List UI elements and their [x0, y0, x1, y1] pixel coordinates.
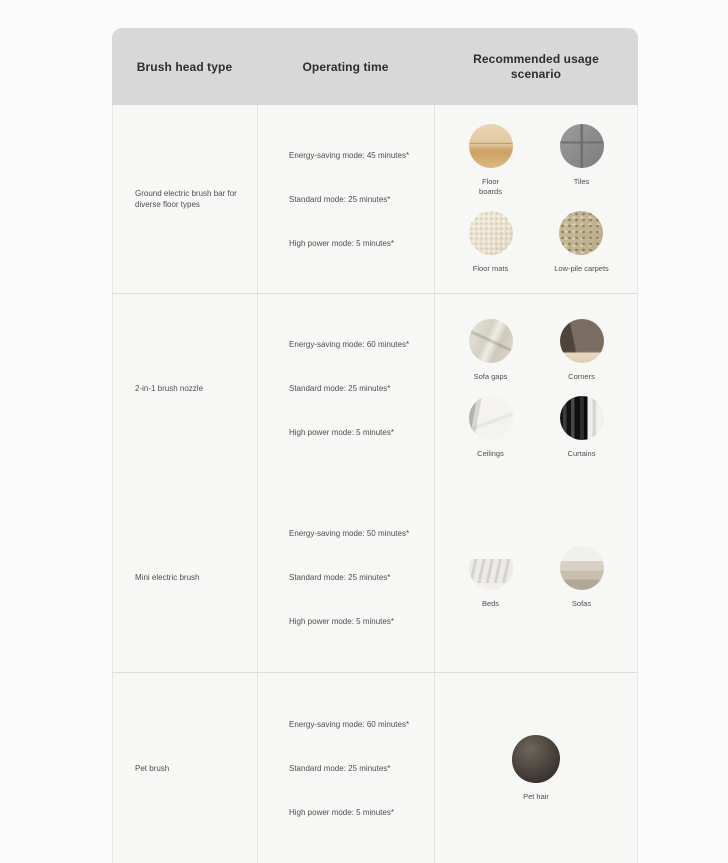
- scenario-item-beds: [469, 546, 513, 609]
- scenario-item-tiles: [560, 124, 604, 197]
- header-label-recommended-usage: Recommended usage scenario: [473, 51, 599, 81]
- table-body: [112, 105, 638, 863]
- operating-time-high-power: High power mode: 5 minutes*: [289, 428, 394, 437]
- brush-head-comparison-table: [112, 28, 638, 863]
- scenario-item-low-pile-carpets: [554, 211, 609, 274]
- brush-head-name: Ground electric brush bar for diverse floor types: [135, 189, 237, 209]
- corners-image: [560, 319, 604, 363]
- operating-time-standard: Standard mode: 25 minutes*: [289, 573, 391, 582]
- floor-boards-image: [469, 124, 513, 168]
- scenario-item-sofas: [560, 546, 604, 609]
- header-label-brush-head-type: Brush head type: [136, 59, 233, 74]
- operating-time-standard: Standard mode: 25 minutes*: [289, 763, 391, 773]
- operating-time-energy-saving: Energy-saving mode: 50 minutes*: [289, 529, 410, 538]
- low-pile-carpets-image: [559, 211, 603, 255]
- scenario-label: Corners: [568, 371, 595, 381]
- table-row-2in1-brush-nozzle: [113, 294, 637, 483]
- usage-scenario-cell: [434, 294, 637, 483]
- header-cell-operating-time: [257, 28, 434, 105]
- scenario-item-sofa-gaps: [469, 319, 513, 382]
- curtains-image: [560, 396, 604, 440]
- scenario-label: Curtains: [567, 448, 596, 458]
- scenario-label: Low-pile carpets: [554, 264, 609, 273]
- scenario-item-ceilings: [469, 396, 513, 459]
- operating-time-high-power: High power mode: 5 minutes*: [289, 617, 394, 626]
- scenario-label: Tiles: [573, 177, 590, 186]
- brush-head-name: Pet brush: [135, 763, 170, 773]
- brush-head-name: Mini electric brush: [135, 573, 200, 582]
- pet-hair-image: [512, 735, 560, 783]
- table-row-mini-electric-brush: [113, 483, 637, 673]
- scenario-label: Floor mats: [472, 264, 509, 273]
- scenario-label: Pet hair: [523, 791, 549, 801]
- usage-scenario-cell: [434, 483, 637, 672]
- ceilings-image: [469, 396, 513, 440]
- table-header: [112, 28, 638, 105]
- table-row-pet-brush: [113, 673, 637, 863]
- scenario-grid: [445, 319, 627, 459]
- scenario-item-pet-hair: [512, 735, 560, 802]
- scenario-label: Sofas: [571, 599, 592, 608]
- scenario-item-floor-mats: [469, 211, 513, 274]
- scenario-label: Floor boards: [479, 177, 502, 196]
- header-label-operating-time: Operating time: [302, 59, 389, 74]
- operating-time-energy-saving: Energy-saving mode: 60 minutes*: [289, 719, 410, 729]
- scenario-label: Beds: [481, 599, 500, 608]
- operating-time-cell: [257, 294, 434, 483]
- beds-image: [469, 546, 513, 590]
- header-cell-recommended-usage: [434, 28, 638, 105]
- brush-head-cell: [113, 105, 257, 293]
- tiles-image: [560, 124, 604, 168]
- scenario-grid: [445, 124, 627, 274]
- operating-time-energy-saving: Energy-saving mode: 45 minutes*: [289, 150, 410, 160]
- operating-time-cell: [257, 105, 434, 293]
- operating-time-standard: Standard mode: 25 minutes*: [289, 194, 391, 204]
- brush-head-cell: [113, 483, 257, 672]
- operating-time-standard: Standard mode: 25 minutes*: [289, 384, 391, 393]
- floor-mats-image: [469, 211, 513, 255]
- scenario-item-curtains: [560, 396, 604, 459]
- scenario-grid: [445, 546, 627, 609]
- sofas-image: [560, 546, 604, 590]
- usage-scenario-cell: [434, 673, 637, 863]
- scenario-grid: [491, 735, 582, 802]
- operating-time-cell: [257, 673, 434, 863]
- brush-head-cell: [113, 673, 257, 863]
- sofa-gaps-image: [469, 319, 513, 363]
- operating-time-high-power: High power mode: 5 minutes*: [289, 238, 394, 248]
- operating-time-cell: [257, 483, 434, 672]
- header-cell-brush-head-type: [112, 28, 257, 105]
- scenario-item-corners: [560, 319, 604, 382]
- scenario-label: Sofa gaps: [473, 371, 508, 381]
- scenario-label: Ceilings: [477, 448, 504, 458]
- operating-time-energy-saving: Energy-saving mode: 60 minutes*: [289, 340, 410, 349]
- table-row-ground-electric-brush: [113, 105, 637, 294]
- usage-scenario-cell: [434, 105, 637, 293]
- scenario-item-floor-boards: [469, 124, 513, 197]
- operating-time-high-power: High power mode: 5 minutes*: [289, 807, 394, 817]
- brush-head-name: 2-in-1 brush nozzle: [135, 384, 204, 393]
- brush-head-cell: [113, 294, 257, 483]
